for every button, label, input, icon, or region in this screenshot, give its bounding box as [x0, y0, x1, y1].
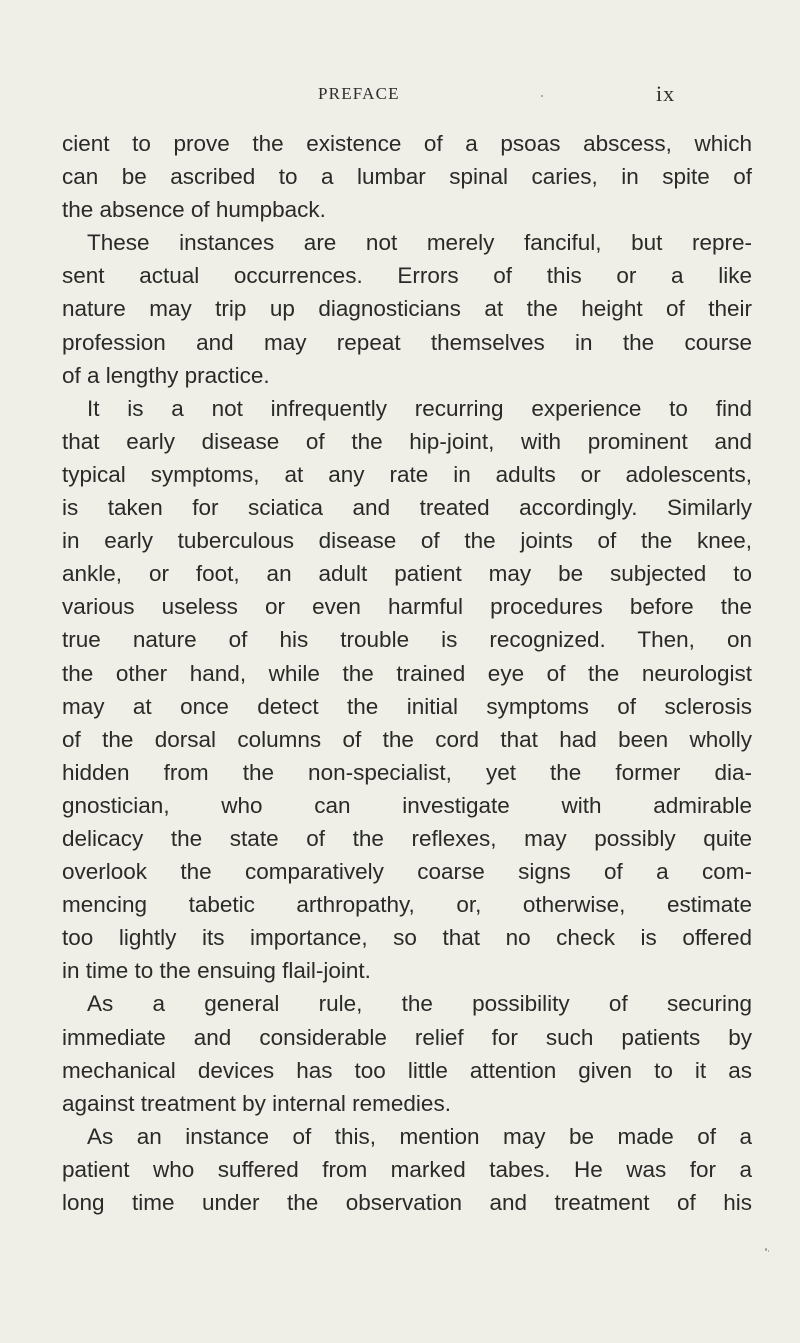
text-line: may at once detect the initial symptoms of sclerosis: [62, 693, 752, 719]
text-line: delicacy the state of the reflexes, may possibly quite: [62, 825, 752, 851]
text-line: cient to prove the existence of a psoas abscess, which: [62, 131, 752, 156]
text-line: nature may trip up diagnosticians at the height of their: [62, 296, 752, 322]
page-number: ix: [656, 81, 676, 106]
text-line: of the dorsal columns of the cord that had been wholly: [62, 726, 752, 752]
text-line: that early disease of the hip-joint, with prominent and: [62, 428, 752, 454]
text-line: sent actual occurrences. Errors of this or a like: [62, 263, 752, 289]
text-line: long time under the observation and treatment of his: [62, 1190, 752, 1215]
text-line: too lightly its importance, so that no check is offered: [62, 925, 752, 951]
body-text: [62, 127, 752, 1219]
text-line: typical symptoms, at any rate in adults or adolescents,: [62, 461, 752, 487]
text-line: immediate and considerable relief for such patients by: [62, 1024, 752, 1050]
paper-speck: [768, 1250, 769, 1252]
text-line: As an instance of this, mention may be made of a: [87, 1123, 752, 1149]
text-line: ankle, or foot, an adult patient may be subjected to: [62, 561, 752, 587]
text-line: the other hand, while the trained eye of the neurologist: [62, 660, 752, 686]
text-line: overlook the comparatively coarse signs of a com-: [62, 859, 752, 885]
running-head: [0, 81, 800, 108]
text-line: is taken for sciatica and treated accordingly. Similarly: [62, 495, 752, 521]
text-line: profession and may repeat themselves in the course: [62, 329, 752, 355]
text-line: It is a not infrequently recurring experience to find: [87, 395, 752, 421]
paper-speck: [765, 1248, 767, 1251]
text-line: against treatment by internal remedies.: [62, 1090, 451, 1116]
text-line: gnostician, who can investigate with admirable: [62, 792, 752, 818]
text-line: various useless or even harmful procedures before the: [62, 594, 752, 620]
text-line: As a general rule, the possibility of securing: [87, 991, 752, 1017]
text-line: of a lengthy practice.: [62, 362, 270, 388]
text-line: the absence of humpback.: [62, 197, 326, 223]
text-line: hidden from the non-specialist, yet the former dia-: [62, 759, 752, 785]
running-title: PREFACE: [318, 84, 400, 103]
text-line: true nature of his trouble is recognized. Then, on: [62, 627, 752, 653]
text-line: mencing tabetic arthropathy, or, otherwise, estimate: [62, 892, 752, 918]
text-line: can be ascribed to a lumbar spinal caries, in spite of: [62, 164, 752, 190]
text-line: patient who suffered from marked tabes. He was for a: [62, 1156, 752, 1182]
text-line: These instances are not merely fanciful, but repre-: [87, 230, 752, 256]
paper-speck: [541, 95, 543, 97]
text-line: in time to the ensuing flail-joint.: [62, 958, 371, 984]
text-line: in early tuberculous disease of the joints of the knee,: [62, 528, 752, 554]
text-line: mechanical devices has too little attention given to it as: [62, 1057, 752, 1083]
